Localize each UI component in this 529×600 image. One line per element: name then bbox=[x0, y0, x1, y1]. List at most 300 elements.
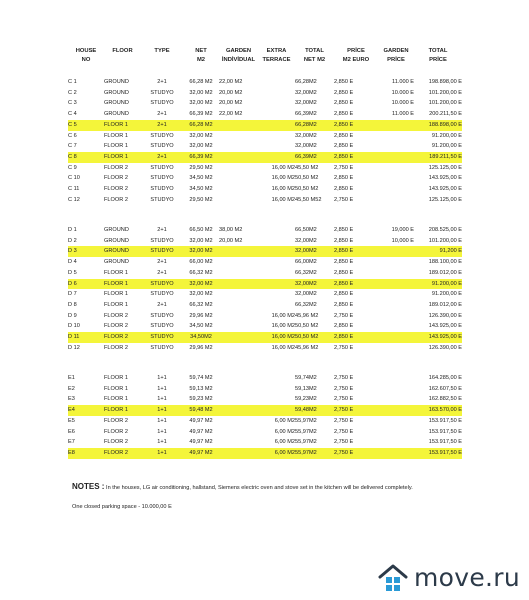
price-m2-cell: 2,750 E bbox=[334, 405, 378, 416]
house-cell: D 10 bbox=[68, 323, 80, 330]
terrace-cell bbox=[258, 109, 295, 120]
column-header-line2 bbox=[141, 56, 183, 65]
total-net-cell: 66,32M2 bbox=[295, 269, 317, 276]
garden-price-cell bbox=[378, 384, 414, 395]
terrace-cell: 16,00 M2 bbox=[271, 175, 295, 182]
garden-price-cell bbox=[378, 246, 414, 257]
total-price-cell: 153.917,50 E bbox=[428, 417, 462, 424]
column-header-line2: PRİCE bbox=[387, 57, 405, 63]
house-cell: E1 bbox=[68, 375, 75, 381]
house-cell: D 3 bbox=[68, 246, 104, 257]
type-cell: STUDYO bbox=[150, 323, 174, 330]
net-m2-cell: 49,97 M2 bbox=[189, 428, 213, 435]
total-price-cell: 164.285,00 E bbox=[428, 375, 462, 381]
house-grid-icon bbox=[378, 564, 408, 592]
floor-cell: FLOOR 1 bbox=[104, 405, 141, 416]
floor-cell: FLOOR 1 bbox=[104, 291, 128, 298]
floor-cell: GROUND bbox=[104, 246, 141, 257]
garden-price-cell bbox=[378, 343, 414, 354]
net-m2-cell: 59,74 M2 bbox=[189, 375, 213, 381]
column-header-line2: TERRACE bbox=[262, 57, 291, 63]
type-cell: STUDYO bbox=[150, 143, 174, 150]
total-net-cell: 50,50 M2 bbox=[295, 323, 319, 330]
garden-cell bbox=[219, 427, 258, 438]
terrace-cell: 16,00 M2 bbox=[271, 323, 295, 330]
terrace-cell bbox=[258, 152, 295, 163]
total-net-cell: 45,50 M52 bbox=[295, 196, 322, 203]
table-row bbox=[68, 279, 462, 290]
garden-price-cell bbox=[378, 131, 414, 142]
table-row bbox=[68, 321, 462, 332]
garden-cell: 38,00 M2 bbox=[219, 227, 243, 233]
terrace-cell bbox=[258, 384, 295, 395]
garden-cell bbox=[219, 163, 258, 174]
type-cell: 2+1 bbox=[157, 227, 167, 233]
column-header: NET bbox=[195, 48, 207, 54]
type-cell: 2+1 bbox=[141, 152, 183, 163]
section-e-table bbox=[68, 373, 462, 459]
garden-cell bbox=[219, 394, 258, 405]
net-m2-cell: 66,50 M2 bbox=[189, 227, 213, 233]
price-m2-cell: 2,850 E bbox=[334, 332, 378, 343]
price-m2-cell: 2,850 E bbox=[334, 291, 354, 298]
net-m2-cell: 32,00 M2 bbox=[189, 237, 213, 244]
garden-price-cell: 11.000 E bbox=[392, 111, 414, 118]
house-cell: E6 bbox=[68, 428, 75, 435]
total-net-cell: 59,23M2 bbox=[295, 396, 317, 403]
table-row bbox=[68, 343, 462, 354]
floor-cell: FLOOR 2 bbox=[104, 439, 128, 446]
terrace-cell: 6,00 M2 bbox=[258, 448, 295, 459]
terrace-cell bbox=[258, 246, 295, 257]
floor-cell: FLOOR 1 bbox=[104, 120, 141, 131]
price-m2-cell: 2,750 E bbox=[334, 448, 378, 459]
total-price-cell: 101.200,00 E bbox=[428, 100, 462, 107]
garden-price-cell bbox=[378, 141, 414, 152]
total-net-cell: 66,39M2 bbox=[295, 152, 334, 163]
garden-cell bbox=[219, 257, 258, 268]
terrace-cell: 16,00 M2 bbox=[258, 332, 295, 343]
total-price-cell: 162.882,50 E bbox=[428, 396, 462, 403]
total-price-cell: 126.390,00 E bbox=[428, 344, 462, 351]
garden-price-cell: 10,000 E bbox=[391, 237, 414, 244]
price-m2-cell: 2,850 E bbox=[334, 152, 378, 163]
garden-price-cell bbox=[378, 163, 414, 174]
type-cell: STUDYO bbox=[141, 332, 183, 343]
garden-price-cell bbox=[378, 321, 414, 332]
type-cell: 2+1 bbox=[157, 269, 167, 276]
house-cell: D 7 bbox=[68, 291, 77, 298]
terrace-cell: 6,00 M2 bbox=[274, 417, 295, 424]
garden-price-cell bbox=[378, 373, 414, 384]
terrace-cell bbox=[258, 77, 295, 88]
garden-price-cell bbox=[378, 195, 414, 206]
terrace-cell bbox=[258, 257, 295, 268]
price-m2-cell: 2,750 E bbox=[334, 428, 354, 435]
net-m2-cell: 66,39 M2 bbox=[183, 152, 219, 163]
header-row-2 bbox=[68, 56, 462, 65]
garden-cell bbox=[219, 195, 258, 206]
table-row bbox=[68, 405, 462, 416]
house-cell: C 7 bbox=[68, 143, 77, 150]
garden-price-cell bbox=[378, 268, 414, 279]
type-cell: 2+1 bbox=[157, 259, 167, 266]
total-net-cell: 55,97M2 bbox=[295, 428, 317, 435]
type-cell: STUDYO bbox=[150, 164, 174, 171]
column-header-line2: PRİCE bbox=[429, 57, 447, 63]
terrace-cell bbox=[258, 405, 295, 416]
house-cell: E2 bbox=[68, 385, 75, 392]
floor-cell: FLOOR 2 bbox=[104, 196, 128, 203]
net-m2-cell: 29,50 M2 bbox=[189, 196, 213, 203]
net-m2-cell: 32,00 M2 bbox=[189, 143, 213, 150]
garden-price-cell bbox=[378, 448, 414, 459]
terrace-cell bbox=[258, 131, 295, 142]
table-row bbox=[68, 448, 462, 459]
total-price-cell: 188.898,00 E bbox=[414, 120, 462, 131]
total-price-cell: 198.898,00 E bbox=[428, 79, 462, 85]
house-cell: C 12 bbox=[68, 196, 80, 203]
type-cell: 1+1 bbox=[141, 405, 183, 416]
garden-price-cell: 19,000 E bbox=[391, 227, 414, 233]
table-row bbox=[68, 184, 462, 195]
garden-price-cell bbox=[378, 120, 414, 131]
terrace-cell: 16,00 M2 bbox=[271, 186, 295, 193]
price-m2-cell: 2,750 E bbox=[334, 396, 354, 403]
net-m2-cell: 32,00 M2 bbox=[183, 279, 219, 290]
house-cell: C 10 bbox=[68, 175, 80, 182]
notes-label: NOTES : bbox=[72, 482, 105, 491]
floor-cell: FLOOR 1 bbox=[104, 385, 128, 392]
floor-cell: FLOOR 2 bbox=[104, 428, 128, 435]
type-cell: STUDYO bbox=[150, 175, 174, 182]
total-price-cell: 91.200,00 E bbox=[431, 143, 462, 150]
table-row bbox=[68, 416, 462, 427]
floor-cell: GROUND bbox=[104, 89, 129, 96]
total-price-cell: 91.200,00 E bbox=[431, 291, 462, 298]
total-net-cell: 66,32M2 bbox=[295, 301, 317, 308]
move-ru-logo[interactable] bbox=[378, 563, 520, 592]
terrace-cell bbox=[258, 289, 295, 300]
header-table bbox=[68, 47, 462, 65]
garden-cell bbox=[219, 289, 258, 300]
net-m2-cell: 66,28 M2 bbox=[183, 120, 219, 131]
price-m2-cell: 2,850 E bbox=[334, 259, 354, 266]
type-cell: 2+1 bbox=[157, 111, 167, 118]
type-cell: 2+1 bbox=[157, 301, 167, 308]
garden-cell bbox=[219, 279, 258, 290]
house-cell: C 6 bbox=[68, 132, 77, 139]
column-header: TYPE bbox=[154, 48, 170, 54]
total-price-cell: 189.012,00 E bbox=[428, 269, 462, 276]
total-net-cell: 45,50 M2 bbox=[295, 164, 319, 171]
type-cell: STUDYO bbox=[150, 100, 174, 107]
price-m2-cell: 2,850 E bbox=[334, 237, 354, 244]
floor-cell: FLOOR 1 bbox=[104, 396, 128, 403]
column-header: GARDEN bbox=[383, 48, 409, 54]
total-price-cell: 153.917,50 E bbox=[428, 439, 462, 446]
total-price-cell: 143.925,00 E bbox=[428, 186, 462, 193]
type-cell: 1+1 bbox=[157, 428, 167, 435]
price-m2-cell: 2,850 E bbox=[334, 111, 354, 118]
garden-cell bbox=[219, 246, 258, 257]
column-header-line2: M2 EURO bbox=[342, 57, 370, 63]
column-header: GARDEN bbox=[225, 48, 252, 54]
total-net-cell: 66,28M2 bbox=[295, 79, 317, 85]
terrace-cell bbox=[258, 141, 295, 152]
net-m2-cell: 49,97 M2 bbox=[189, 439, 213, 446]
garden-price-cell: 10.000 E bbox=[391, 89, 414, 96]
total-price-cell: 143.925,00 E bbox=[414, 332, 462, 343]
total-net-cell: 66,00M2 bbox=[295, 259, 317, 266]
type-cell: STUDYO bbox=[150, 291, 174, 298]
table-row bbox=[68, 98, 462, 109]
house-cell: D 4 bbox=[68, 259, 77, 266]
floor-cell: FLOOR 2 bbox=[104, 164, 128, 171]
total-net-cell: 32,00M2 bbox=[295, 89, 317, 96]
total-price-cell: 163.570,00 E bbox=[414, 405, 462, 416]
floor-cell: FLOOR 2 bbox=[104, 312, 128, 319]
total-net-cell: 55,97M2 bbox=[295, 448, 334, 459]
floor-cell: GROUND bbox=[104, 111, 129, 118]
net-m2-cell: 34,50 M2 bbox=[189, 175, 213, 182]
table-row bbox=[68, 163, 462, 174]
floor-cell: FLOOR 1 bbox=[104, 375, 128, 381]
floor-cell: FLOOR 1 bbox=[104, 301, 128, 308]
table-row bbox=[68, 373, 462, 384]
total-price-cell: 101.200,00 E bbox=[428, 89, 462, 96]
table-row bbox=[68, 257, 462, 268]
total-net-cell: 66,39M2 bbox=[295, 111, 317, 118]
floor-cell: FLOOR 2 bbox=[104, 175, 128, 182]
house-cell: C 8 bbox=[68, 152, 104, 163]
table-row bbox=[68, 88, 462, 99]
total-net-cell: 32,00M2 bbox=[295, 143, 317, 150]
price-m2-cell: 2,750 E bbox=[334, 417, 354, 424]
net-m2-cell: 66,32 M2 bbox=[189, 269, 213, 276]
table-row bbox=[68, 268, 462, 279]
table-row bbox=[68, 131, 462, 142]
garden-cell bbox=[219, 332, 258, 343]
column-header: HOUSE bbox=[75, 48, 97, 54]
price-m2-cell: 2,750 E bbox=[334, 385, 354, 392]
terrace-cell: 16,00 M2 bbox=[271, 164, 295, 171]
notes bbox=[72, 482, 413, 491]
total-price-cell: 188.100,00 E bbox=[428, 259, 462, 266]
total-price-cell: 91,200 E bbox=[414, 246, 462, 257]
garden-cell bbox=[219, 141, 258, 152]
total-price-cell: 125.125,00 E bbox=[428, 196, 462, 203]
type-cell: STUDYO bbox=[150, 312, 174, 319]
table-row bbox=[68, 289, 462, 300]
net-m2-cell: 59,13 M2 bbox=[189, 385, 213, 392]
garden-cell: 22,00 M2 bbox=[219, 79, 243, 85]
column-header: EXTRA bbox=[266, 48, 287, 54]
terrace-cell bbox=[258, 120, 295, 131]
column-header-line2: M2 bbox=[196, 57, 206, 63]
net-m2-cell: 32,00 M2 bbox=[189, 100, 213, 107]
house-cell: C 11 bbox=[68, 186, 80, 193]
net-m2-cell: 29,50 M2 bbox=[189, 164, 213, 171]
house-cell: C 4 bbox=[68, 111, 77, 118]
price-m2-cell: 2,850 E bbox=[334, 89, 354, 96]
garden-price-cell bbox=[378, 152, 414, 163]
total-price-cell: 189.012,00 E bbox=[428, 301, 462, 308]
total-price-cell: 143.925,00 E bbox=[428, 323, 462, 330]
floor-cell: FLOOR 2 bbox=[104, 332, 141, 343]
price-m2-cell: 2,750 E bbox=[334, 439, 354, 446]
floor-cell: FLOOR 1 bbox=[104, 152, 141, 163]
total-price-cell: 208.525,00 E bbox=[428, 227, 462, 233]
garden-cell bbox=[219, 311, 258, 322]
price-m2-cell: 2,850 E bbox=[334, 120, 378, 131]
table-row bbox=[68, 311, 462, 322]
price-m2-cell: 2,850 E bbox=[334, 227, 354, 233]
total-net-cell: 59,48M2 bbox=[295, 405, 334, 416]
terrace-cell bbox=[258, 300, 295, 311]
table-row bbox=[68, 236, 462, 247]
price-m2-cell: 2,850 E bbox=[334, 79, 354, 85]
garden-cell: 22,00 M2 bbox=[219, 111, 243, 118]
price-m2-cell: 2,850 E bbox=[334, 186, 354, 193]
column-header-line2: NET M2 bbox=[303, 57, 326, 63]
house-cell: D 8 bbox=[68, 301, 77, 308]
garden-price-cell bbox=[378, 332, 414, 343]
terrace-cell bbox=[258, 236, 295, 247]
total-price-cell: 126.390,00 E bbox=[428, 312, 462, 319]
house-cell: E5 bbox=[68, 417, 75, 424]
garden-cell bbox=[219, 437, 258, 448]
table-row bbox=[68, 195, 462, 206]
column-header-line2 bbox=[104, 56, 141, 65]
table-row bbox=[68, 384, 462, 395]
garden-price-cell bbox=[378, 437, 414, 448]
total-price-cell: 162.607,50 E bbox=[428, 385, 462, 392]
type-cell: STUDYO bbox=[150, 186, 174, 193]
notes-text: In the houses, LG air conditioning, hallstand, Siemens electric oven and stove set in the kitchen will be delivered completely. bbox=[106, 485, 413, 491]
garden-cell bbox=[219, 131, 258, 142]
house-cell: C 2 bbox=[68, 89, 77, 96]
house-cell: D 11 bbox=[68, 332, 104, 343]
price-m2-cell: 2,850 E bbox=[334, 301, 354, 308]
price-m2-cell: 2,750 E bbox=[334, 375, 354, 381]
type-cell: 1+1 bbox=[157, 375, 167, 381]
net-m2-cell: 49,97 M2 bbox=[189, 417, 213, 424]
total-net-cell: 50,50 M2 bbox=[295, 186, 319, 193]
price-m2-cell: 2,850 E bbox=[334, 100, 354, 107]
net-m2-cell: 66,32 M2 bbox=[189, 301, 213, 308]
price-m2-cell: 2,750 E bbox=[334, 164, 354, 171]
terrace-cell: 6,00 M2 bbox=[274, 428, 295, 435]
net-m2-cell: 49,97 M2 bbox=[183, 448, 219, 459]
terrace-cell bbox=[258, 394, 295, 405]
house-cell: E8 bbox=[68, 448, 104, 459]
garden-cell bbox=[219, 448, 258, 459]
price-m2-cell: 2,750 E bbox=[334, 312, 354, 319]
garden-price-cell bbox=[378, 289, 414, 300]
total-price-cell: 189.211,50 E bbox=[414, 152, 462, 163]
house-cell: E3 bbox=[68, 396, 75, 403]
table-row bbox=[68, 246, 462, 257]
type-cell: STUDYO bbox=[150, 196, 174, 203]
total-net-cell: 32,00M2 bbox=[295, 279, 334, 290]
floor-cell: GROUND bbox=[104, 100, 129, 107]
house-cell: D 1 bbox=[68, 227, 77, 233]
table-row bbox=[68, 332, 462, 343]
terrace-cell: 16,00 M2 bbox=[271, 344, 295, 351]
floor-cell: FLOOR 1 bbox=[104, 279, 141, 290]
price-m2-cell: 2,850 E bbox=[334, 269, 354, 276]
column-header-line2: İNDİVİDUAL bbox=[221, 57, 256, 63]
type-cell: 2+1 bbox=[157, 79, 167, 85]
garden-cell bbox=[219, 384, 258, 395]
total-net-cell: 59,13M2 bbox=[295, 385, 317, 392]
floor-cell: GROUND bbox=[104, 79, 129, 85]
garden-cell bbox=[219, 373, 258, 384]
total-price-cell: 143.925,00 E bbox=[428, 175, 462, 182]
type-cell: 1+1 bbox=[157, 396, 167, 403]
net-m2-cell: 59,48 M2 bbox=[183, 405, 219, 416]
net-m2-cell: 34,50 M2 bbox=[189, 186, 213, 193]
total-net-cell: 32,00M2 bbox=[295, 291, 317, 298]
house-cell: C 3 bbox=[68, 100, 77, 107]
column-header: PRİCE bbox=[347, 48, 365, 54]
garden-cell bbox=[219, 268, 258, 279]
house-cell: D 2 bbox=[68, 237, 77, 244]
column-header: TOTAL bbox=[428, 48, 448, 54]
price-m2-cell: 2,850 E bbox=[334, 246, 378, 257]
type-cell: STUDYO bbox=[150, 132, 174, 139]
garden-cell: 20,00 M2 bbox=[219, 89, 243, 96]
floor-cell: FLOOR 2 bbox=[104, 344, 128, 351]
house-cell: C 9 bbox=[68, 164, 77, 171]
net-m2-cell: 32,00 M2 bbox=[183, 246, 219, 257]
total-price-cell: 101.200,00 E bbox=[428, 237, 462, 244]
total-net-cell: 50,50 M2 bbox=[295, 332, 334, 343]
total-net-cell: 32,00M2 bbox=[295, 132, 317, 139]
terrace-cell bbox=[258, 279, 295, 290]
total-net-cell: 45,96 M2 bbox=[295, 344, 319, 351]
table-row bbox=[68, 109, 462, 120]
net-m2-cell: 29,96 M2 bbox=[189, 312, 213, 319]
net-m2-cell: 34,50 M2 bbox=[189, 323, 213, 330]
terrace-cell bbox=[258, 98, 295, 109]
floor-cell: FLOOR 2 bbox=[104, 186, 128, 193]
house-cell: D 9 bbox=[68, 312, 77, 319]
house-cell: D 5 bbox=[68, 269, 77, 276]
table-row bbox=[68, 173, 462, 184]
garden-cell bbox=[219, 152, 258, 163]
terrace-cell bbox=[258, 268, 295, 279]
price-m2-cell: 2,850 E bbox=[334, 175, 354, 182]
net-m2-cell: 29,96 M2 bbox=[189, 344, 213, 351]
type-cell: STUDYO bbox=[150, 89, 174, 96]
type-cell: STUDYO bbox=[150, 237, 174, 244]
total-price-cell: 200.211,50 E bbox=[429, 111, 462, 118]
garden-cell bbox=[219, 184, 258, 195]
total-net-cell: 66,28M2 bbox=[295, 120, 334, 131]
garden-price-cell: 10.000 E bbox=[391, 100, 414, 107]
table-row bbox=[68, 77, 462, 88]
garden-cell bbox=[219, 343, 258, 354]
price-m2-cell: 2,750 E bbox=[334, 196, 354, 203]
type-cell: 1+1 bbox=[157, 439, 167, 446]
parking-note: One closed parking space - 10.000,00 E bbox=[72, 504, 172, 510]
total-price-cell: 125.125,00 E bbox=[428, 164, 462, 171]
price-m2-cell: 2,850 E bbox=[334, 132, 354, 139]
garden-cell: 20,00 M2 bbox=[219, 100, 243, 107]
floor-cell: GROUND bbox=[104, 227, 129, 233]
